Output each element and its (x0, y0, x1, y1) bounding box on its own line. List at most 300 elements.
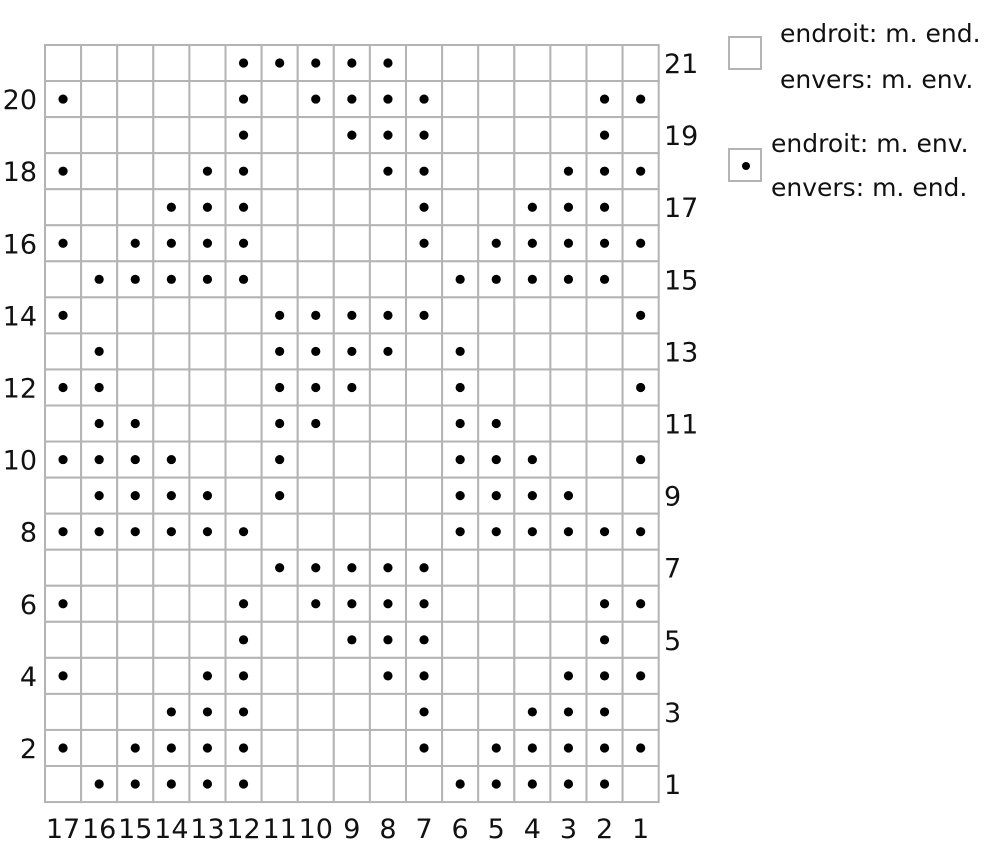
chart-cell (298, 658, 334, 694)
chart-cell (370, 694, 406, 730)
purl-dot-icon (58, 239, 67, 248)
chart-cell (153, 297, 189, 333)
chart-cell (226, 478, 262, 514)
chart-cell (514, 333, 550, 369)
chart-cell (153, 406, 189, 442)
purl-dot-icon (636, 311, 645, 320)
chart-cell (334, 514, 370, 550)
purl-dot-icon (636, 167, 645, 176)
purl-dot-icon (456, 419, 465, 428)
purl-dot-icon (419, 743, 428, 752)
purl-dot-icon (383, 131, 392, 140)
chart-cell (514, 117, 550, 153)
chart-cell (262, 81, 298, 117)
chart-cell (406, 406, 442, 442)
chart-cell (442, 81, 478, 117)
purl-dot-icon (131, 743, 140, 752)
purl-dot-icon (600, 707, 609, 716)
chart-cell (81, 225, 117, 261)
chart-cell (623, 550, 659, 586)
chart-cell (370, 730, 406, 766)
chart-cell (587, 333, 623, 369)
purl-dot-icon (203, 707, 212, 716)
chart-cell (478, 369, 514, 405)
purl-dot-icon (167, 491, 176, 500)
purl-dot-icon (58, 94, 67, 103)
chart-cell (81, 586, 117, 622)
purl-dot-icon (600, 635, 609, 644)
chart-cell (226, 406, 262, 442)
purl-dot-icon (203, 491, 212, 500)
purl-dot-icon (203, 275, 212, 284)
chart-cell (370, 225, 406, 261)
purl-dot-icon (600, 94, 609, 103)
chart-cell (550, 297, 586, 333)
row-number-label: 16 (2, 229, 37, 261)
purl-dot-icon (383, 94, 392, 103)
purl-dot-icon (636, 94, 645, 103)
purl-dot-icon (564, 203, 573, 212)
purl-dot-icon (383, 599, 392, 608)
column-number-label: 14 (154, 814, 189, 845)
chart-cell (370, 406, 406, 442)
purl-dot-icon (239, 275, 248, 284)
chart-cell (406, 766, 442, 802)
purl-dot-icon (95, 275, 104, 284)
chart-cell (478, 189, 514, 225)
chart-cell (514, 369, 550, 405)
purl-dot-icon (347, 599, 356, 608)
purl-dot-icon (95, 527, 104, 536)
column-number-label: 8 (379, 814, 397, 845)
purl-dot-icon (600, 275, 609, 284)
row-number-label: 11 (664, 409, 699, 441)
column-number-label: 3 (559, 814, 578, 845)
chart-cell (514, 550, 550, 586)
purl-dot-icon (275, 563, 284, 572)
chart-cell (550, 550, 586, 586)
purl-dot-icon (131, 419, 140, 428)
chart-cell (514, 622, 550, 658)
chart-cell (117, 658, 153, 694)
purl-dot-icon (131, 527, 140, 536)
chart-cell (262, 225, 298, 261)
purl-dot-icon (564, 707, 573, 716)
purl-dot-icon (167, 275, 176, 284)
row-number-label: 17 (664, 193, 699, 225)
chart-cell (298, 189, 334, 225)
purl-dot-icon (528, 275, 537, 284)
chart-cell (189, 81, 225, 117)
chart-cell (550, 586, 586, 622)
chart-cell (298, 514, 334, 550)
purl-dot-icon (58, 527, 67, 536)
chart-cell (45, 189, 81, 225)
chart-cell (189, 45, 225, 81)
purl-dot-icon (203, 779, 212, 788)
column-number-label: 17 (45, 814, 81, 845)
chart-cell (478, 333, 514, 369)
chart-cell (81, 117, 117, 153)
column-number-label: 1 (632, 814, 650, 845)
purl-dot-icon (419, 167, 428, 176)
chart-cell (189, 442, 225, 478)
chart-cell (81, 730, 117, 766)
chart-cell (189, 297, 225, 333)
purl-dot-icon (600, 131, 609, 140)
purl-dot-icon (167, 239, 176, 248)
column-number-label: 9 (343, 814, 361, 845)
chart-cell (370, 261, 406, 297)
chart-cell (117, 45, 153, 81)
row-number-label: 2 (19, 733, 37, 765)
purl-dot-icon (239, 167, 248, 176)
purl-dot-icon (492, 419, 501, 428)
purl-dot-icon (456, 491, 465, 500)
purl-dot-icon (383, 347, 392, 356)
chart-cell (587, 478, 623, 514)
chart-cell (117, 586, 153, 622)
chart-cell (298, 225, 334, 261)
purl-dot-icon (383, 311, 392, 320)
row-number-label: 7 (664, 553, 682, 585)
purl-dot-icon (167, 707, 176, 716)
chart-cell (514, 45, 550, 81)
purl-dot-icon (456, 455, 465, 464)
purl-dot-icon (347, 347, 356, 356)
chart-cell (623, 117, 659, 153)
chart-cell (262, 730, 298, 766)
purl-dot-icon (347, 563, 356, 572)
purl-dot-icon (347, 383, 356, 392)
chart-cell (478, 45, 514, 81)
chart-cell (153, 333, 189, 369)
chart-cell (153, 586, 189, 622)
purl-dot-icon (58, 167, 67, 176)
chart-cell (370, 478, 406, 514)
purl-dot-icon (492, 491, 501, 500)
purl-dot-icon (419, 94, 428, 103)
chart-cell (153, 550, 189, 586)
chart-cell (587, 406, 623, 442)
chart-cell (442, 658, 478, 694)
purl-dot-icon (167, 455, 176, 464)
column-number-label: 10 (298, 814, 333, 845)
purl-dot-icon (419, 707, 428, 716)
purl-dot-icon (419, 203, 428, 212)
chart-cell (370, 369, 406, 405)
chart-cell (334, 694, 370, 730)
chart-cell (623, 189, 659, 225)
purl-dot-icon (58, 671, 67, 680)
chart-cell (550, 45, 586, 81)
purl-dot-icon (528, 779, 537, 788)
chart-cell (81, 658, 117, 694)
chart-cell (442, 730, 478, 766)
purl-dot-icon (167, 203, 176, 212)
chart-cell (262, 622, 298, 658)
purl-dot-icon (58, 743, 67, 752)
purl-dot-icon (492, 239, 501, 248)
purl-dot-icon (600, 743, 609, 752)
chart-cell (478, 297, 514, 333)
purl-dot-icon (492, 779, 501, 788)
chart-cell (623, 406, 659, 442)
chart-cell (370, 766, 406, 802)
chart-cell (406, 45, 442, 81)
row-number-label: 8 (19, 517, 37, 549)
chart-cell (406, 478, 442, 514)
chart-cell (623, 261, 659, 297)
purl-dot-icon (58, 383, 67, 392)
chart-cell (189, 369, 225, 405)
chart-cell (334, 189, 370, 225)
chart-cell (478, 586, 514, 622)
row-number-label: 3 (664, 697, 682, 729)
purl-dot-icon (203, 239, 212, 248)
chart-cell (45, 478, 81, 514)
purl-dot-icon (419, 671, 428, 680)
chart-cell (189, 622, 225, 658)
chart-cell (189, 333, 225, 369)
chart-cell (334, 730, 370, 766)
chart-cell (298, 766, 334, 802)
purl-dot-icon (528, 707, 537, 716)
chart-cell (514, 297, 550, 333)
purl-dot-icon (347, 131, 356, 140)
chart-cell (153, 117, 189, 153)
purl-dot-icon (203, 527, 212, 536)
chart-cell (442, 694, 478, 730)
chart-cell (587, 45, 623, 81)
column-number-label: 16 (81, 814, 117, 845)
chart-cell (298, 261, 334, 297)
chart-cell (406, 333, 442, 369)
purl-dot-icon (383, 167, 392, 176)
chart-cell (587, 369, 623, 405)
chart-cell (478, 81, 514, 117)
chart-cell (550, 369, 586, 405)
chart-cell (81, 694, 117, 730)
purl-dot-icon (131, 779, 140, 788)
chart-cell (298, 117, 334, 153)
purl-dot-icon (636, 671, 645, 680)
purl-dot-icon (311, 383, 320, 392)
chart-cell (514, 586, 550, 622)
purl-dot-icon (239, 599, 248, 608)
purl-dot-icon (95, 491, 104, 500)
chart-cell (334, 225, 370, 261)
purl-dot-icon (347, 58, 356, 67)
chart-cell (334, 442, 370, 478)
chart-cell (189, 117, 225, 153)
purl-dot-icon (275, 419, 284, 428)
purl-dot-icon (528, 203, 537, 212)
column-number-label: 5 (487, 814, 505, 845)
purl-dot-icon (419, 599, 428, 608)
purl-dot-icon (600, 239, 609, 248)
chart-cell (550, 81, 586, 117)
chart-cell (623, 333, 659, 369)
chart-cell (45, 766, 81, 802)
purl-dot-icon (636, 455, 645, 464)
row-number-label: 5 (664, 625, 682, 657)
column-number-label: 2 (595, 814, 614, 845)
chart-cell (45, 550, 81, 586)
chart-cell (442, 189, 478, 225)
purl-dot-icon (311, 599, 320, 608)
purl-dot-icon (600, 167, 609, 176)
purl-dot-icon (239, 527, 248, 536)
chart-cell (478, 153, 514, 189)
row-number-label: 19 (664, 121, 699, 153)
purl-dot-icon (58, 311, 67, 320)
purl-dot-icon (383, 635, 392, 644)
purl-dot-icon (528, 239, 537, 248)
chart-cell (514, 153, 550, 189)
chart-cell (262, 261, 298, 297)
chart-cell (334, 406, 370, 442)
chart-cell (81, 81, 117, 117)
chart-cell (117, 153, 153, 189)
row-number-label: 4 (19, 661, 37, 693)
chart-cell (262, 694, 298, 730)
chart-cell (81, 189, 117, 225)
chart-cell (189, 406, 225, 442)
purl-dot-icon (239, 707, 248, 716)
purl-dot-icon (456, 779, 465, 788)
chart-cell (262, 586, 298, 622)
chart-cell (370, 514, 406, 550)
chart-cell (117, 694, 153, 730)
purl-dot-icon (456, 383, 465, 392)
purl-dot-icon (239, 239, 248, 248)
purl-dot-icon (419, 239, 428, 248)
purl-dot-icon (239, 635, 248, 644)
legend-plain-line2: envers: m. env. (780, 65, 974, 94)
row-number-label: 13 (664, 337, 699, 369)
chart-cell (45, 45, 81, 81)
chart-cell (153, 658, 189, 694)
chart-cell (550, 622, 586, 658)
column-number-label: 15 (118, 814, 153, 845)
chart-cell (514, 658, 550, 694)
chart-cell (623, 478, 659, 514)
chart-cell (189, 550, 225, 586)
chart-cell (298, 153, 334, 189)
column-number-label: 4 (523, 814, 541, 845)
chart-cell (262, 189, 298, 225)
chart-cell (478, 694, 514, 730)
column-number-label: 13 (190, 814, 225, 845)
purl-dot-icon (528, 527, 537, 536)
chart-cell (117, 297, 153, 333)
row-number-label: 21 (664, 49, 699, 81)
purl-dot-icon (636, 527, 645, 536)
purl-dot-icon (311, 347, 320, 356)
chart-cell (478, 658, 514, 694)
chart-cell (226, 369, 262, 405)
purl-dot-icon (564, 167, 573, 176)
chart-cell (45, 694, 81, 730)
purl-dot-icon (742, 162, 750, 170)
purl-dot-icon (275, 58, 284, 67)
purl-dot-icon (95, 383, 104, 392)
chart-cell (81, 622, 117, 658)
purl-dot-icon (600, 527, 609, 536)
row-number-label: 9 (664, 481, 682, 513)
purl-dot-icon (419, 563, 428, 572)
purl-dot-icon (492, 455, 501, 464)
purl-dot-icon (564, 671, 573, 680)
purl-dot-icon (383, 58, 392, 67)
purl-dot-icon (564, 527, 573, 536)
row-number-label: 18 (2, 157, 37, 189)
purl-dot-icon (167, 779, 176, 788)
chart-cell (442, 297, 478, 333)
chart-cell (587, 297, 623, 333)
row-number-label: 14 (2, 301, 37, 333)
chart-cell (117, 622, 153, 658)
purl-dot-icon (383, 671, 392, 680)
purl-dot-icon (564, 743, 573, 752)
purl-dot-icon (600, 779, 609, 788)
chart-cell (587, 550, 623, 586)
row-number-label: 12 (2, 373, 37, 405)
chart-cell (81, 550, 117, 586)
purl-dot-icon (95, 347, 104, 356)
row-number-label: 6 (19, 589, 37, 621)
purl-dot-icon (600, 203, 609, 212)
chart-cell (370, 189, 406, 225)
chart-cell (587, 442, 623, 478)
purl-dot-icon (203, 743, 212, 752)
chart-cell (81, 297, 117, 333)
chart-cell (226, 442, 262, 478)
purl-dot-icon (239, 58, 248, 67)
chart-cell (117, 81, 153, 117)
chart-cell (623, 45, 659, 81)
purl-dot-icon (528, 455, 537, 464)
purl-dot-icon (95, 455, 104, 464)
chart-cell (81, 153, 117, 189)
chart-cell (550, 406, 586, 442)
chart-cell (262, 658, 298, 694)
column-number-label: 7 (415, 814, 433, 845)
chart-cell (514, 81, 550, 117)
column-number-label: 6 (451, 814, 469, 845)
purl-dot-icon (564, 779, 573, 788)
purl-dot-icon (131, 239, 140, 248)
chart-cell (442, 550, 478, 586)
purl-dot-icon (203, 671, 212, 680)
chart-cell (623, 622, 659, 658)
chart-cell (334, 766, 370, 802)
purl-dot-icon (131, 491, 140, 500)
purl-dot-icon (239, 94, 248, 103)
legend-plain-line1: endroit: m. end. (780, 19, 981, 48)
chart-cell (226, 550, 262, 586)
chart-cell (298, 730, 334, 766)
purl-dot-icon (456, 347, 465, 356)
purl-dot-icon (131, 455, 140, 464)
chart-cell (153, 45, 189, 81)
chart-cell (262, 117, 298, 153)
purl-dot-icon (311, 419, 320, 428)
legend-dot-swatch (728, 148, 762, 182)
chart-cell (226, 297, 262, 333)
chart-cell (334, 261, 370, 297)
